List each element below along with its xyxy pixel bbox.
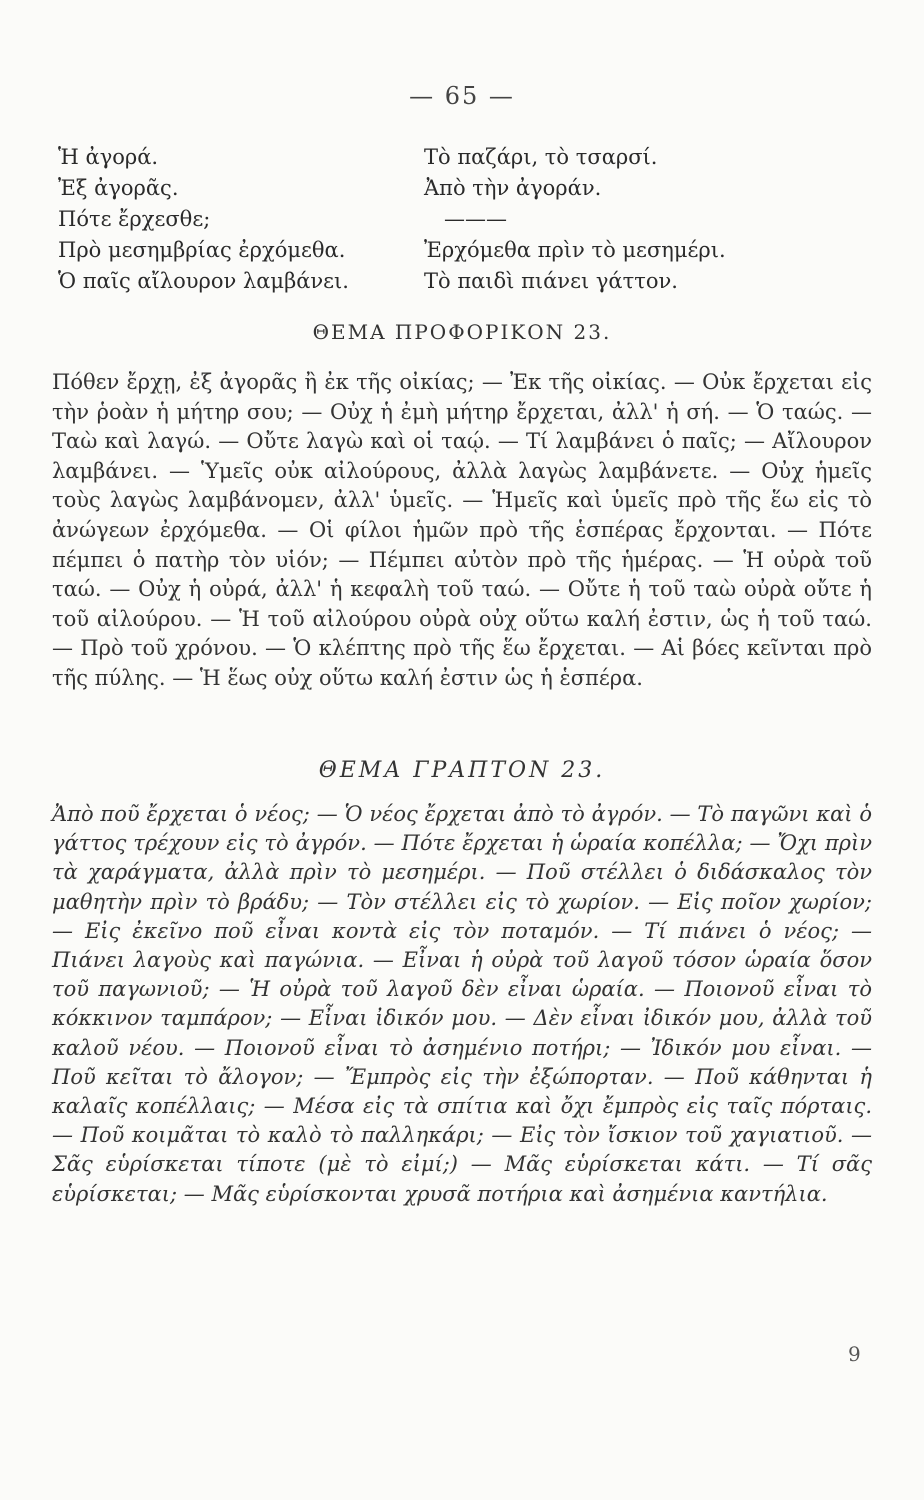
written-exercise-heading: ΘΕΜΑ ΓΡΑΠΤΟΝ 23. [318,758,606,783]
vocab-ancient-line: Ὁ παῖς αἴλουρον λαμβάνει. [58,269,349,293]
vocab-modern-line: Τὸ παζάρι, τὸ τσαρσί. [424,145,658,169]
page-number: — 65 — [409,82,515,110]
vocab-modern-line: Ἀπὸ τὴν ἀγοράν. [424,176,602,200]
vocab-ancient-line: Ἐξ ἀγορᾶς. [58,176,179,200]
signature-mark: 9 [848,1342,861,1366]
oral-exercise-text: Πόθεν ἔρχῃ, ἐξ ἀγορᾶς ἢ ἐκ τῆς οἰκίας; — Ἐκ τῆς οἰκίας. — Οὐκ ἔρχεται εἰς τὴν ῥοὰν ἡ μήτηρ σου; — Οὐχ ἡ ἐμὴ μήτηρ ἔρχεται, ἀλλ' ἡ σή. — Ὁ ταώς. — Ταὼ καὶ λαγώ. — Οὔτε λαγὼ καὶ οἱ ταῴ. — Τί λαμβάνει ὁ παῖς; — Αἴλουρον λαμβάνει. — Ὑμεῖς οὐκ αἰλούρους, ἀλλὰ λαγὼς λαμβάνετε. — Οὐχ ἡμεῖς τοὺς λαγὼς λαμβάνομεν, ἀλλ' ὑμεῖς. — Ἡμεῖς καὶ ὑμεῖς πρὸ τῆς ἕω εἰς τὸ ἀνώγεων ἐρχόμεθα. — Οἱ φίλοι ἡμῶν πρὸ τῆς ἑσπέρας ἔρχονται. — Πότε πέμπει ὁ πατὴρ τὸν υἱόν; — Πέμπει αὐτὸν πρὸ τῆς ἡμέρας. — Ἡ οὐρὰ τοῦ ταώ. — Οὐχ ἡ οὐρά, ἀλλ' ἡ κεφαλὴ τοῦ ταώ. — Οὔτε ἡ τοῦ ταὼ οὐρὰ οὔτε ἡ τοῦ αἰλούρου. — Ἡ τοῦ αἰλούρου οὐρὰ οὐχ οὕτω καλή ἐστιν, ὡς ἡ τοῦ ταώ. — Πρὸ τοῦ χρόνου. — Ὁ κλέπτης πρὸ τῆς ἕω ἔρχεται. — Αἱ βόες κεῖνται πρὸ τῆς πύλης. — Ἡ ἕως οὐχ οὕτω καλή ἐστιν ὡς ἡ ἑσπέρα. [52,370,872,690]
vocab-modern-line: Τὸ παιδὶ πιάνει γάττον. [424,269,678,293]
vocabulary-ancient-column [58,142,428,297]
written-exercise-text: Ἀπὸ ποῦ ἔρχεται ὁ νέος; — Ὁ νέος ἔρχεται ἀπὸ τὸ ἀγρόν. — Τὸ παγῶνι καὶ ὁ γάττος τρέχουν εἰς τὸ ἀγρόν. — Πότε ἔρχεται ἡ ὡραία κοπέλλα; — Ὄχι πρὶν τὰ χαράγματα, ἀλλὰ πρὶν τὸ μεσημέρι. — Ποῦ στέλλει ὁ διδάσκαλος τὸν μαθητὴν πρὶν τὸ βράδυ; — Τὸν στέλλει εἰς τὸ χωρίον. — Εἰς ποῖον χωρίον; — Εἰς ἐκεῖνο ποῦ εἶναι κοντὰ εἰς τὸν ποταμόν. — Τί πιάνει ὁ νέος; — Πιάνει λαγοὺς καὶ παγώνια. — Εἶναι ἡ οὐρὰ τοῦ λαγοῦ τόσον ὡραία ὅσον τοῦ παγωνιοῦ; — Ἡ οὐρὰ τοῦ λαγοῦ δὲν εἶναι ὡραία. — Ποιονοῦ εἶναι τὸ κόκκινον ταμπάρον; — Εἶναι ἰδικόν μου. — Δὲν εἶναι ἰδικόν μου, ἀλλὰ τοῦ καλοῦ νέου. — Ποιονοῦ εἶναι τὸ ἀσημένιο ποτήρι; — Ἰδικόν μου εἶναι. — Ποῦ κεῖται τὸ ἄλογον; — Ἔμπρὸς εἰς τὴν ἐξώπορταν. — Ποῦ κάθηνται ἡ καλαῖς κοπέλλαις; — Μέσα εἰς τὰ σπίτια καὶ ὄχι ἔμπρὸς εἰς ταῖς πόρταις. — Ποῦ κοιμᾶται τὸ καλὸ τὸ παλληκάρι; — Εἰς τὸν ἴσκιον τοῦ χαγιατιοῦ. — Σᾶς εὑρίσκεται τίποτε (μὲ τὸ εἰμί;) — Μᾶς εὑρίσκεται κάτι. — Τί σᾶς εὑρίσκεται; — Μᾶς εὑρίσκονται χρυσᾶ ποτήρια καὶ ἀσημένια καντήλια. [52,802,872,1206]
vocab-modern-line: Ἐρχόμεθα πρὶν τὸ μεσημέρι. [424,238,726,262]
vocab-modern-line: ——— [444,207,507,231]
vocab-ancient-line: Πότε ἔρχεσθε; [58,207,211,231]
vocabulary-modern-column [424,142,794,297]
vocab-ancient-line: Ἡ ἀγορά. [58,145,159,169]
oral-exercise-heading: ΘΕΜΑ ΠΡΟΦΟΡΙΚΟΝ 23. [312,320,612,344]
vocab-ancient-line: Πρὸ μεσημβρίας ἐρχόμεθα. [58,238,346,262]
